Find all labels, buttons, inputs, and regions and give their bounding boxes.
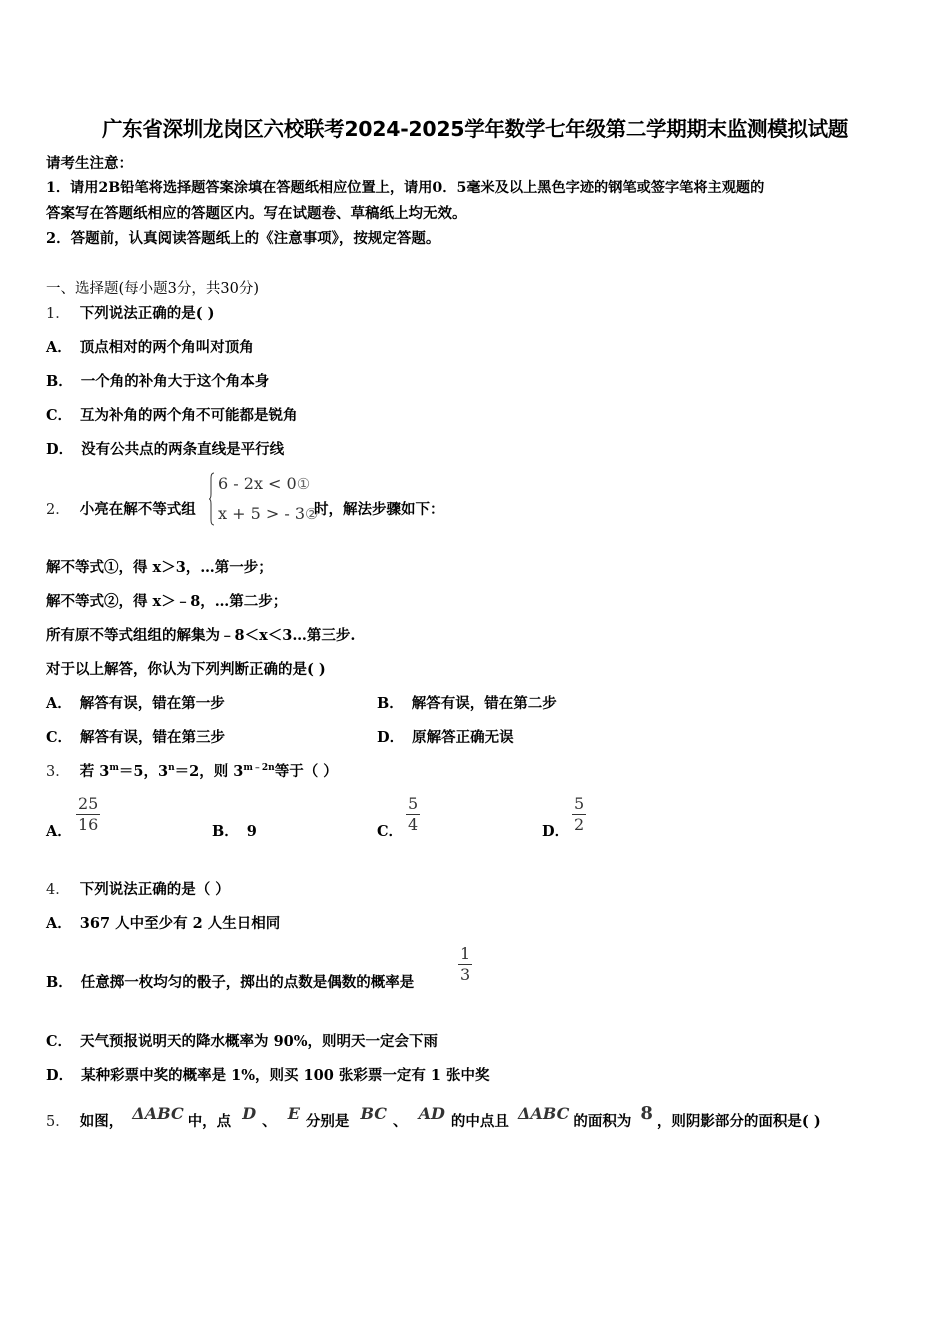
stem-part: ，则阴影部分的面积是( ) (656, 1113, 821, 1130)
question-number: 4． (46, 882, 70, 898)
option-label: D． (46, 441, 74, 458)
stem-part: 中，点 (187, 1113, 232, 1130)
denominator: 16 (78, 815, 99, 834)
stem-part: 等于（ ） (274, 763, 338, 780)
option-text: 某种彩票中奖的概率是 1%，则买 100 张彩票一定有 1 张中奖 (81, 1067, 490, 1084)
numerator: 5 (408, 794, 419, 813)
question-stem: 下列说法正确的是( ) (79, 305, 215, 322)
question-number: 2． (46, 502, 70, 518)
stem-part: 分别是 (305, 1113, 350, 1130)
exponent: m (109, 763, 119, 774)
q4-option-d (46, 1064, 490, 1085)
q2-option-a (46, 692, 225, 713)
q2-option-d (377, 726, 514, 747)
notice-item-2: 2．答题前，认真阅读答题纸上的《注意事项》，按规定答题。 (46, 230, 441, 247)
q2-option-b (377, 692, 557, 713)
exponent: n (168, 763, 175, 774)
q3-option-b (212, 820, 257, 841)
numerator: 1 (460, 944, 471, 963)
q3-option-d-label: D． (542, 823, 570, 840)
question-stem: 下列说法正确的是（ ） (79, 881, 230, 898)
q2-option-c (46, 726, 225, 747)
math-point-d: D (242, 1104, 257, 1123)
q1-option-b (46, 370, 269, 391)
q4-option-c (46, 1030, 438, 1051)
inequality-row-2 (218, 504, 318, 523)
exponent: m﹣2n (243, 763, 275, 774)
section-heading: 一、选择题(每小题3分，共30分) (46, 281, 259, 297)
option-label: B． (377, 695, 404, 712)
stem-part: 的中点且 (450, 1113, 509, 1130)
option-text: 原解答正确无误 (412, 729, 514, 746)
stem-part: ＝2，则 3 (174, 763, 244, 780)
option-text: 没有公共点的两条直线是平行线 (81, 441, 285, 458)
left-brace-icon (209, 472, 215, 526)
q1-option-a (46, 336, 254, 357)
q3-option-d-fraction (572, 794, 586, 835)
option-label: C． (46, 407, 73, 424)
math-point-e: E (287, 1104, 300, 1123)
math-triangle-abc: ΔABC (517, 1104, 570, 1123)
stem-part: 、 (262, 1113, 277, 1130)
option-label: A． (46, 695, 72, 712)
inequality-row-1 (218, 474, 310, 493)
stem-part: 的面积为 (573, 1113, 632, 1130)
question-stem: 小亮在解不等式组 (79, 501, 196, 518)
numerator: 25 (78, 794, 99, 813)
option-label: B． (46, 974, 73, 991)
question-number: 1． (46, 306, 70, 322)
question-2-stem-after: 时，解法步骤如下： (314, 501, 445, 518)
option-label: A． (46, 915, 72, 932)
option-text: 解答有误，错在第三步 (80, 729, 226, 746)
math-segment-bc: BC (360, 1104, 388, 1123)
stem-part: 如图， (79, 1113, 124, 1130)
mark-2: ② (305, 505, 319, 523)
q2-step-2: 解不等式②，得 x＞﹣8，…第二步； (46, 593, 288, 610)
q3-option-c-fraction (406, 794, 420, 835)
question-number: 5． (46, 1114, 70, 1130)
q4-option-b (46, 971, 414, 992)
q1-option-d (46, 438, 284, 459)
question-3 (46, 760, 338, 781)
option-text: 互为补角的两个角不可能都是锐角 (80, 407, 298, 424)
q3-option-c-label: C． (377, 823, 404, 840)
option-label: A． (46, 339, 72, 356)
q4-option-a (46, 912, 280, 933)
q4-option-b-fraction (458, 944, 472, 985)
question-2-stem-before (46, 498, 196, 519)
q2-question: 对于以上解答，你认为下列判断正确的是( ) (46, 661, 326, 678)
option-text: 一个角的补角大于这个角本身 (80, 373, 270, 390)
notice-heading: 请考生注意： (46, 155, 133, 172)
option-label: B． (212, 823, 239, 840)
inequality-2: x + 5 > - 3 (218, 504, 306, 523)
math-segment-ad: AD (418, 1104, 445, 1123)
option-label: C． (46, 729, 73, 746)
denominator: 4 (408, 815, 419, 834)
stem-part: 、 (393, 1113, 408, 1130)
option-text: 任意掷一枚均匀的骰子，掷出的点数是偶数的概率是 (80, 974, 415, 991)
denominator: 2 (574, 815, 585, 834)
option-text: 9 (246, 823, 257, 840)
exam-title: 广东省深圳龙岗区六校联考2024-2025学年数学七年级第二学期期末监测模拟试题 (101, 117, 849, 141)
q2-step-3: 所有原不等式组组的解集为﹣8＜x＜3…第三步. (46, 627, 356, 644)
denominator: 3 (460, 965, 471, 984)
option-text: 天气预报说明天的降水概率为 90%，则明天一定会下雨 (80, 1033, 439, 1050)
mark-1: ① (296, 475, 311, 493)
question-5 (46, 1103, 821, 1131)
q3-option-a-fraction (76, 794, 100, 835)
option-label: D． (377, 729, 405, 746)
question-4 (46, 878, 230, 899)
q3-option-a-label: A． (46, 823, 72, 840)
question-1 (46, 302, 215, 323)
inequality-1: 6 - 2x < 0 (218, 474, 297, 493)
q1-option-c (46, 404, 298, 425)
option-label: C． (46, 1033, 73, 1050)
notice-item-1-line-2: 答案写在答题纸相应的答题区内。写在试题卷、草稿纸上均无效。 (46, 205, 467, 222)
math-area-value: 8 (640, 1103, 653, 1124)
option-label: D． (46, 1067, 74, 1084)
math-triangle-abc: ΔABC (132, 1104, 184, 1123)
stem-part: 若 3 (79, 763, 110, 780)
question-number: 3． (46, 764, 70, 780)
stem-part: ＝5，3 (118, 763, 169, 780)
numerator: 5 (574, 794, 585, 813)
option-text: 解答有误，错在第二步 (411, 695, 557, 712)
option-text: 顶点相对的两个角叫对顶角 (79, 339, 254, 356)
q2-step-1: 解不等式①，得 x＞3，…第一步； (46, 559, 273, 576)
option-text: 解答有误，错在第一步 (79, 695, 225, 712)
notice-item-1-line-1: 1．请用2B铅笔将选择题答案涂填在答题纸相应位置上，请用0．5毫米及以上黑色字迹的钢笔或签字笔将主观题的 (46, 180, 765, 196)
option-label: B． (46, 373, 73, 390)
option-text: 367 人中至少有 2 人生日相同 (79, 915, 281, 932)
